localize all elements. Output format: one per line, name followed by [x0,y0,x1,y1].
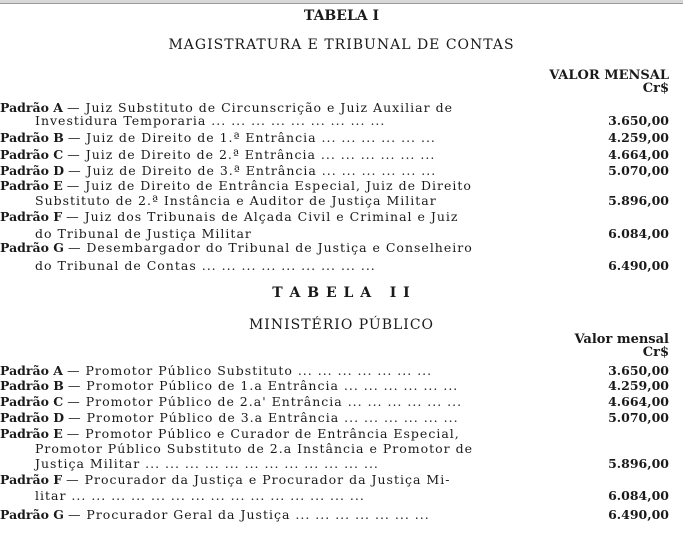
row-text: — Procurador da Justiça e Procurador da Justiça Mi- [66,472,451,487]
table2-row-a [0,364,683,377]
row-code: Padrão B [0,130,64,145]
row-value: 4.664,00 [608,394,669,409]
row-code: Padrão D [0,410,65,425]
table1-row-g [0,241,683,272]
row-value: 5.896,00 [608,193,669,208]
row-code: Padrão C [0,394,64,409]
value-header-currency: Cr$ [642,345,669,360]
row-code: Padrão D [0,163,65,178]
row-value: 3.650,00 [608,113,669,128]
row-text: — Juiz de Direito de 1.ª Entrância ... ... ... ... ... ... [67,130,436,145]
row-value: 4.664,00 [608,147,669,162]
row-text: — Procurador Geral da Justiça ... ... ... ... ... ... ... [67,507,430,522]
row-code: Padrão G [0,507,64,522]
value-header-label: VALOR MENSAL [549,68,669,83]
table1-value-header [549,69,669,95]
row-code: Padrão A [0,100,63,115]
row-text: — Promotor Público de 1.a Entrância ... ... ... ... ... ... [67,378,459,393]
table1-row-b [0,131,683,144]
row-value: 5.070,00 [608,410,669,425]
row-text-cont: do Tribunal de Justiça Militar [35,226,252,241]
row-text: — Promotor Público de 3.a Entrância ... ... ... ... ... ... [68,410,459,425]
table1-row-e [0,179,683,207]
row-value: 6.490,00 [608,507,669,522]
row-text-cont: Justiça Militar ... ... ... ... ... ... ... ... ... ... ... ... [35,456,379,471]
row-text: — Juiz Substituto de Circunscrição e Juiz Auxiliar de [66,100,453,115]
row-value: 3.650,00 [608,363,669,378]
row-value: 6.490,00 [608,258,669,273]
table1-heading: TABELA I [303,8,380,24]
table1-row-a [0,101,683,127]
row-code: Padrão C [0,147,64,162]
top-border [0,0,683,4]
table2-row-g [0,508,683,521]
table1-row-f [0,210,683,240]
table2-subtitle: MINISTÉRIO PÚBLICO [248,317,435,333]
table1-row-c [0,148,683,161]
row-text-cont: Substituto de 2.ª Instância e Auditor de Justiça Militar [35,193,437,208]
table2-value-header [575,333,669,359]
table1-row-d [0,164,683,177]
row-value: 4.259,00 [608,130,669,145]
row-text-cont: litar ... ... ... ... ... ... ... ... ... ... ... ... ... ... ... [35,488,365,503]
row-value: 4.259,00 [608,378,669,393]
row-text-cont: do Tribunal de Contas ... ... ... ... ... ... ... ... ... [35,258,376,273]
row-text: — Juiz de Direito de Entrância Especial, Juiz de Direito [66,178,472,193]
row-text-cont: Promotor Público Substituto de 2.a Instância e Promotor de [35,441,474,456]
row-code: Padrão B [0,378,64,393]
row-value: 6.084,00 [608,226,669,241]
row-text: — Promotor Público Substituto ... ... ... ... ... ... ... [66,363,433,378]
row-code: Padrão F [0,209,63,224]
value-header-currency: Cr$ [642,81,669,96]
row-text: — Juiz de Direito de 3.ª Entrância ... ... ... ... ... ... [68,163,437,178]
row-code: Padrão A [0,363,63,378]
row-text-cont: Investidura Temporaria ... ... ... ... ... ... ... ... ... [35,113,386,128]
table1-subtitle: MAGISTRATURA E TRIBUNAL DE CONTAS [168,37,515,53]
row-value: 5.896,00 [608,456,669,471]
row-value: 6.084,00 [608,488,669,503]
row-value: 5.070,00 [608,163,669,178]
row-text: — Promotor Público de 2.a' Entrância ... ... ... ... ... ... [67,394,463,409]
row-code: Padrão F [0,472,63,487]
row-text: — Promotor Público e Curador de Entrância Especial, [66,426,460,441]
value-header-label: Valor mensal [574,332,669,347]
row-text: — Juiz de Direito de 2.ª Entrância ... ... ... ... ... ... [67,147,436,162]
row-code: Padrão E [0,426,63,441]
row-text: — Juiz dos Tribunais de Alçada Civil e Criminal e Juiz [66,209,459,224]
row-text: — Desembargador do Tribunal de Justiça e Conselheiro [67,240,473,255]
row-code: Padrão G [0,240,64,255]
table2-row-c [0,395,683,408]
table2-row-b [0,379,683,392]
table2-row-f [0,473,683,502]
table2-row-e [0,427,683,470]
table2-heading: T A B E L A I I [272,285,411,301]
row-code: Padrão E [0,178,63,193]
table2-row-d [0,411,683,424]
